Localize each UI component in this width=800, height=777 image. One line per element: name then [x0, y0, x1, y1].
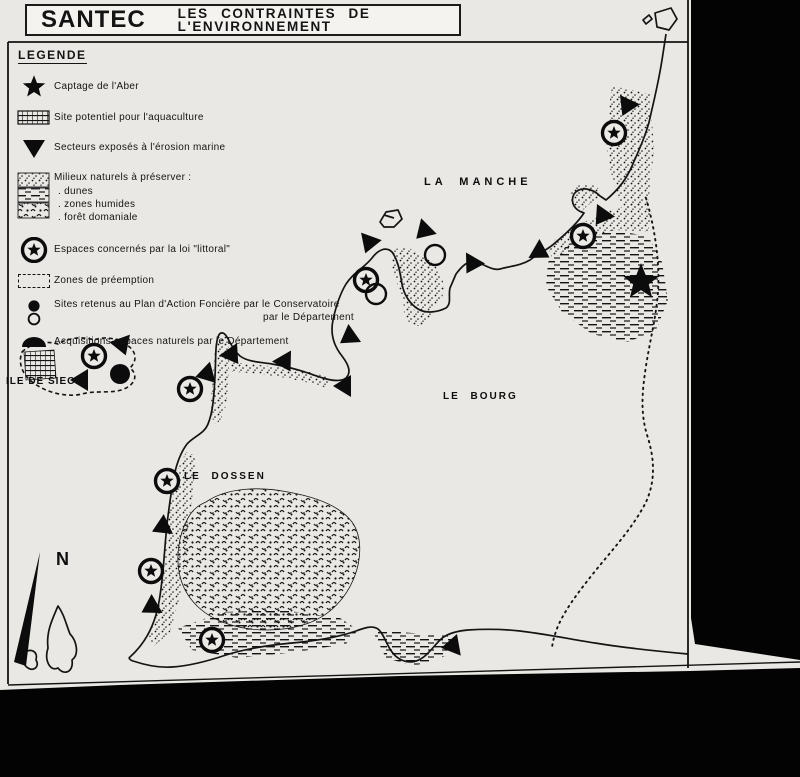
half-disc-icon: [14, 335, 54, 349]
circled-star-icon: [14, 237, 54, 263]
legend-item-acquisitions: [14, 335, 416, 349]
map-label-le-bourg: LE BOURG: [443, 391, 518, 402]
milieux-dunes: . dunes: [58, 185, 93, 197]
legend-label: Acquisitions espaces naturels par le Département: [54, 335, 289, 347]
legend-label: [54, 172, 191, 224]
legend-item-captage: [14, 75, 416, 99]
circled-star-marker: [179, 378, 202, 401]
map-label-ile-de-sieck: ILE DE SIECK: [6, 376, 84, 387]
black-right-strip: [691, 0, 800, 660]
triangle-marker: [333, 375, 351, 397]
dashed-zone-icon: [14, 274, 54, 288]
legend-item-littoral: [14, 237, 416, 263]
legend-label: Captage de l'Aber: [54, 80, 139, 92]
circled-star-marker: [156, 470, 179, 493]
filled-open-circle-icon: [14, 299, 54, 327]
forest-texture-area: [178, 489, 360, 630]
star-icon: [14, 75, 54, 99]
circled-star-marker: [201, 629, 224, 652]
title-box: [25, 4, 461, 36]
map-subtitle: LES CONTRAINTES DE L'ENVIRONNEMENT: [177, 5, 371, 34]
grid-swatch-icon: [14, 110, 54, 126]
map-label-n: N: [56, 549, 69, 569]
north-arrow: [14, 552, 40, 666]
circled-star-marker: [603, 122, 626, 145]
triangle-icon: [14, 137, 54, 159]
sites-line2: par le Département: [262, 311, 354, 323]
open-circle-marker: [425, 245, 445, 265]
legend-label: Site potentiel pour l'aquaculture: [54, 111, 204, 123]
map-label-la-manche: LA MANCHE: [424, 176, 532, 188]
legend-heading: LEGENDE: [18, 48, 87, 62]
legend-label: Espaces concernés par la loi "littoral": [54, 243, 231, 255]
milieux-foret: . forêt domaniale: [58, 211, 138, 223]
natural-swatches-icon: [14, 172, 54, 220]
legend-label: Secteurs exposés à l'érosion marine: [54, 141, 226, 153]
legend-item-sites-retenus: [14, 299, 416, 327]
legend-label: Zones de préemption: [54, 274, 155, 286]
circled-star-marker: [572, 225, 595, 248]
milieux-zones-humides: . zones humides: [58, 198, 136, 210]
legend-label: [54, 299, 354, 324]
commune-title: SANTEC: [41, 6, 146, 33]
legend-item-aquaculture: [14, 110, 416, 126]
legend-item-erosion: [14, 137, 416, 159]
circled-star-marker: [140, 560, 163, 583]
legend-item-milieux: [14, 172, 416, 224]
map-label-le-dossen: LE DOSSEN: [184, 471, 266, 482]
legend-item-preemption: [14, 274, 416, 288]
milieux-heading: Milieux naturels à préserver :: [54, 172, 192, 183]
triangle-marker: [457, 252, 485, 279]
legend-panel: [14, 46, 416, 349]
sites-line1: Sites retenus au Plan d'Action Foncière par le Conservatoire: [54, 299, 340, 311]
black-bottom-band: [0, 668, 800, 777]
filled-circle-marker: [110, 364, 130, 384]
